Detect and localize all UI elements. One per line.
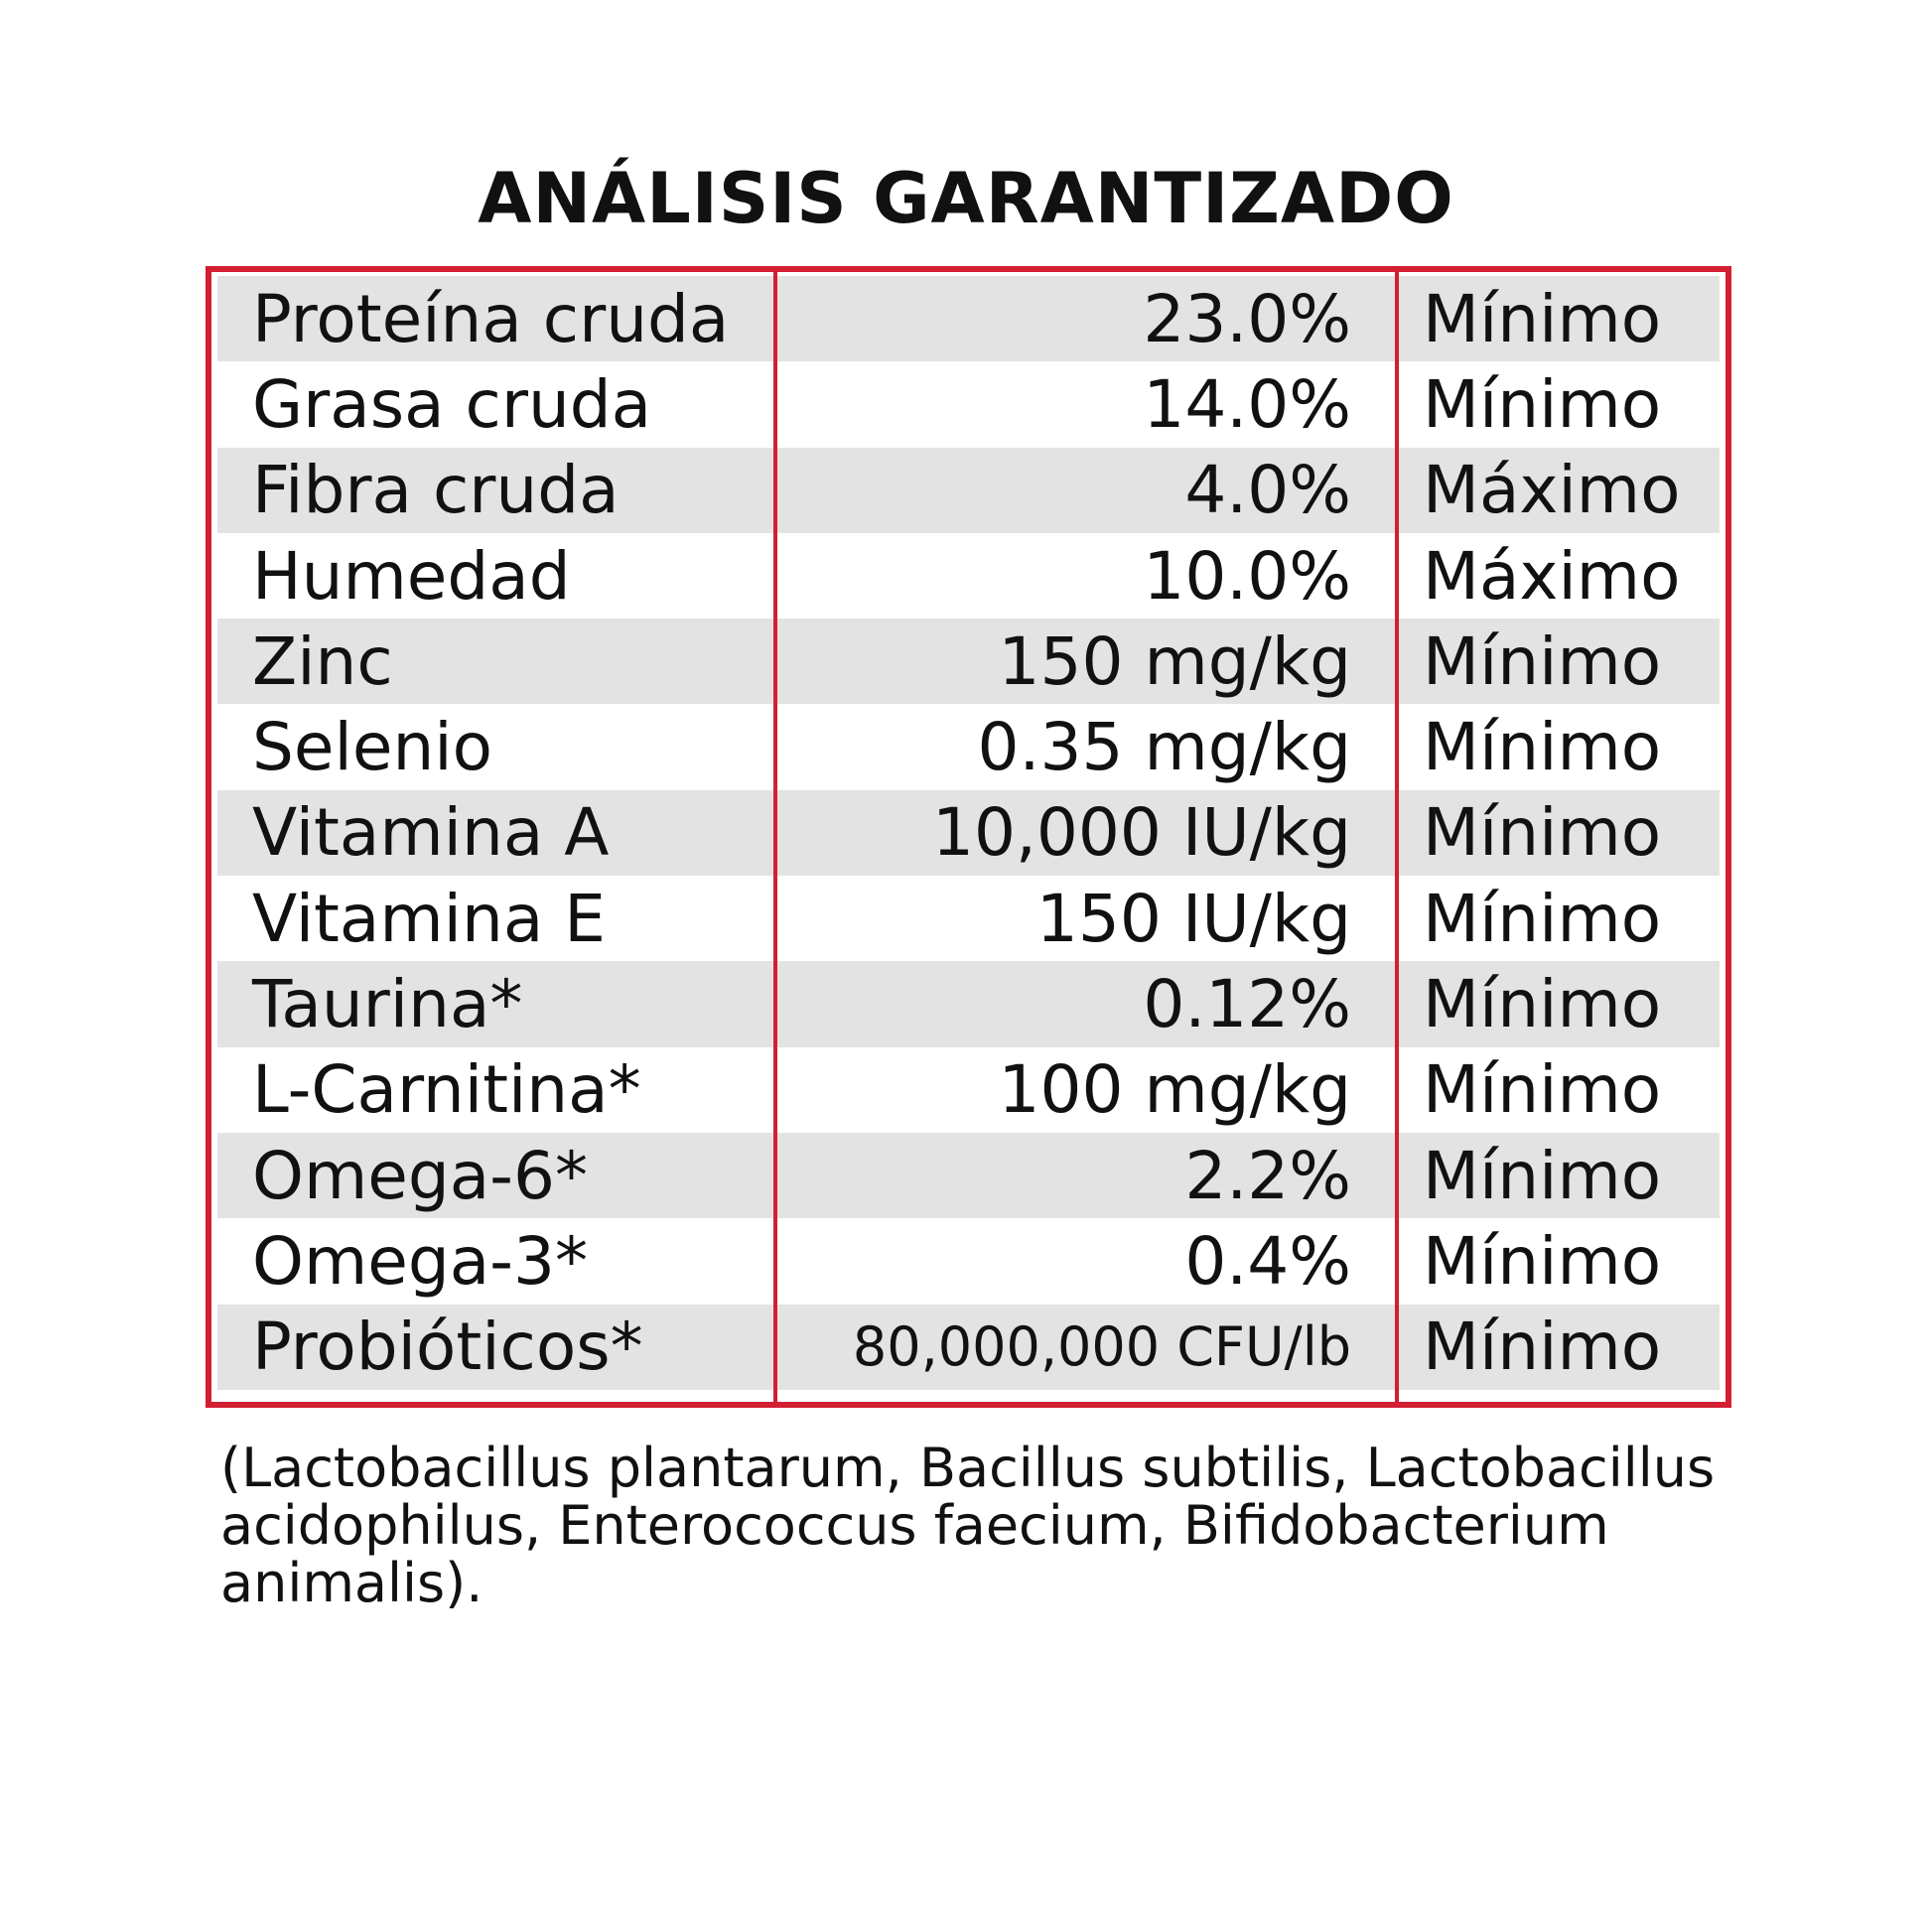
nutrient-name: L-Carnitina* [252, 1051, 641, 1129]
nutrient-name: Omega-6* [252, 1137, 588, 1214]
nutrient-value: 150 mg/kg [998, 622, 1351, 700]
table-row [217, 961, 1720, 1046]
nutrient-value: 4.0% [1184, 452, 1351, 529]
nutrient-name: Selenio [252, 709, 492, 786]
column-divider [1395, 272, 1399, 1402]
nutrient-limit: Mínimo [1423, 1051, 1662, 1129]
table-row [217, 619, 1720, 704]
nutrient-limit: Mínimo [1423, 1222, 1662, 1300]
nutrient-value: 2.2% [1184, 1137, 1351, 1214]
nutrient-limit: Mínimo [1423, 280, 1662, 357]
table-row [217, 1047, 1720, 1133]
nutrient-value: 10,000 IU/kg [931, 794, 1351, 872]
nutrient-name: Fibra cruda [252, 452, 620, 529]
nutrient-value: 0.4% [1184, 1222, 1351, 1300]
nutrient-limit: Mínimo [1423, 966, 1662, 1043]
nutrient-value: 150 IU/kg [1035, 880, 1351, 957]
nutrient-value: 100 mg/kg [998, 1051, 1351, 1129]
nutrient-limit: Mínimo [1423, 622, 1662, 700]
nutrient-name: Grasa cruda [252, 365, 652, 443]
guaranteed-analysis-table [206, 266, 1731, 1408]
nutrient-name: Zinc [252, 622, 393, 700]
table-row [217, 276, 1720, 361]
nutrient-limit: Mínimo [1423, 709, 1662, 786]
table-row [217, 448, 1720, 533]
table-body [217, 276, 1720, 1398]
table-row [217, 876, 1720, 961]
nutrient-name: Proteína cruda [252, 280, 730, 357]
nutrient-limit: Mínimo [1423, 794, 1662, 872]
table-row [217, 361, 1720, 447]
column-divider [773, 272, 777, 1402]
nutrient-value: 0.12% [1143, 966, 1351, 1043]
nutrient-value: 0.35 mg/kg [977, 709, 1351, 786]
table-row [217, 1133, 1720, 1218]
nutrient-limit: Mínimo [1423, 880, 1662, 957]
nutrient-value: 10.0% [1143, 537, 1351, 615]
table-row [217, 704, 1720, 789]
nutrient-value: 23.0% [1143, 280, 1351, 357]
nutrient-name: Taurina* [252, 966, 523, 1043]
nutrient-name: Vitamina E [252, 880, 606, 957]
nutrient-name: Vitamina A [252, 794, 610, 872]
nutrient-value: 14.0% [1143, 365, 1351, 443]
nutrient-value: 80,000,000 CFU/lb [852, 1315, 1351, 1379]
probiotics-footnote: (Lactobacillus plantarum, Bacillus subtilis, Lactobacillus acidophilus, Enterococcus faecium, Bifidobacterium animalis). [220, 1437, 1716, 1614]
nutrient-limit: Mínimo [1423, 1137, 1662, 1214]
nutrient-limit: Mínimo [1423, 1309, 1662, 1386]
nutrient-limit: Máximo [1423, 452, 1681, 529]
nutrient-limit: Máximo [1423, 537, 1681, 615]
table-row [217, 1305, 1720, 1390]
table-row [217, 533, 1720, 619]
nutrient-name: Probióticos* [252, 1309, 643, 1386]
table-row [217, 790, 1720, 876]
table-row [217, 1218, 1720, 1304]
nutrient-name: Omega-3* [252, 1222, 588, 1300]
page-title: ANÁLISIS GARANTIZADO [478, 158, 1454, 239]
nutrient-name: Humedad [252, 537, 571, 615]
nutrient-limit: Mínimo [1423, 365, 1662, 443]
